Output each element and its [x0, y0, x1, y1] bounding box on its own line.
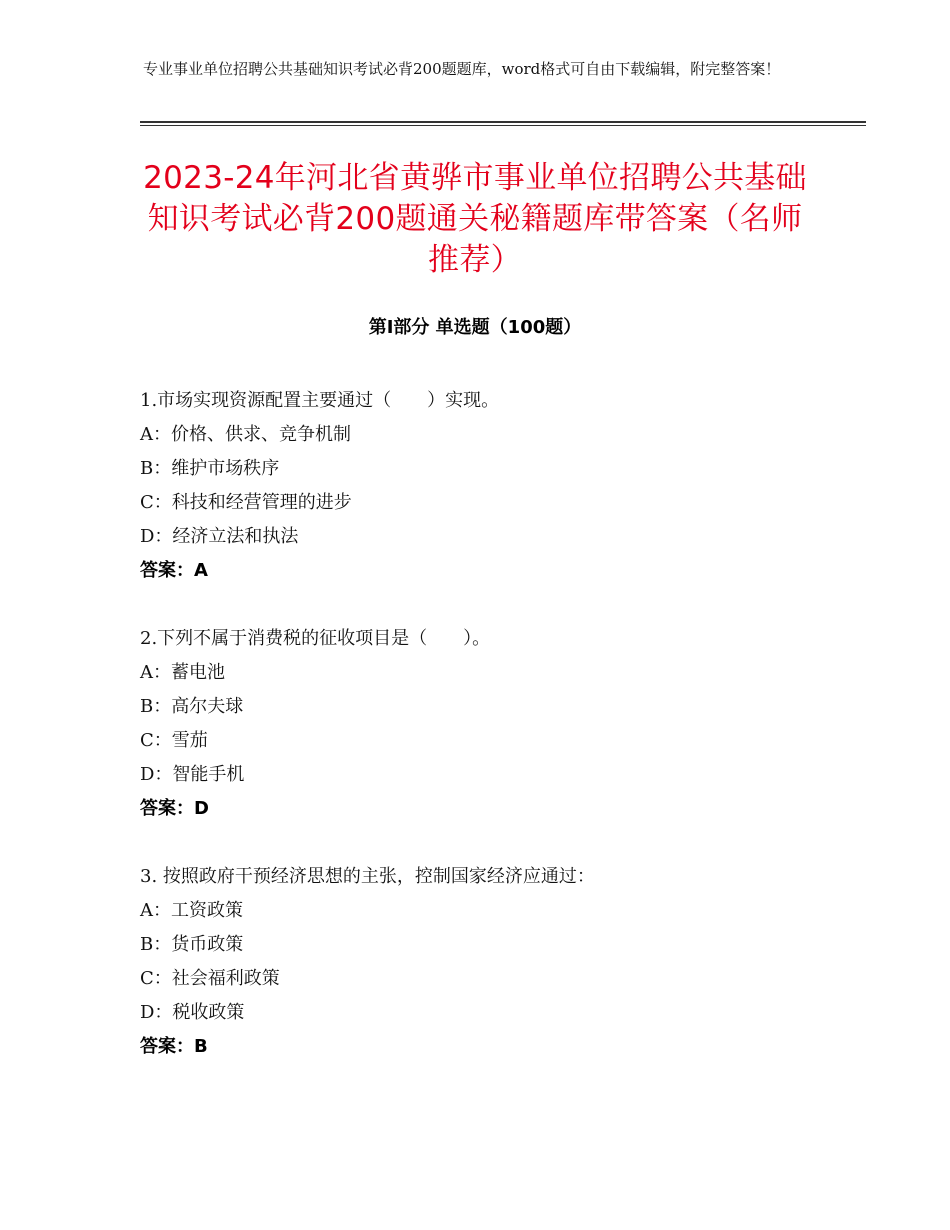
- option-c: C：雪茄: [140, 730, 208, 751]
- answer-line: 答案：A: [140, 560, 208, 581]
- option-b: B：货币政策: [140, 934, 244, 955]
- option-b: B：维护市场秩序: [140, 458, 280, 479]
- header-divider-thin: [140, 125, 866, 126]
- answer-line: 答案：D: [140, 798, 209, 819]
- option-b: B：高尔夫球: [140, 696, 244, 717]
- option-d: D：税收政策: [140, 1002, 245, 1023]
- header-note: 专业事业单位招聘公共基础知识考试必背200题题库，word格式可自由下载编辑，附完整答案！: [143, 60, 781, 78]
- question-item: [140, 384, 820, 588]
- option-a: A：价格、供求、竞争机制: [140, 424, 351, 445]
- option-d: D：智能手机: [140, 764, 245, 785]
- question-stem: 2.下列不属于消费税的征收项目是（ ）。: [140, 628, 491, 649]
- question-list: [140, 384, 820, 1098]
- option-c: C：科技和经营管理的进步: [140, 492, 352, 513]
- option-a: A：工资政策: [140, 900, 243, 921]
- option-c: C：社会福利政策: [140, 968, 280, 989]
- option-a: A：蓄电池: [140, 662, 225, 683]
- question-stem: 3. 按照政府干预经济思想的主张，控制国家经济应通过：: [140, 866, 595, 887]
- option-d: D：经济立法和执法: [140, 526, 299, 547]
- question-stem: 1.市场实现资源配置主要通过（ ）实现。: [140, 390, 500, 411]
- header-divider-thick: [140, 121, 866, 123]
- answer-line: 答案：B: [140, 1036, 208, 1057]
- question-item: [140, 622, 820, 826]
- section-title: 第Ⅰ部分 单选题（100题）: [368, 317, 582, 338]
- question-item: [140, 860, 820, 1064]
- document-title: 2023-24年河北省黄骅市事业单位招聘公共基础知识考试必背200题通关秘籍题库带答案（名师推荐）: [143, 160, 807, 278]
